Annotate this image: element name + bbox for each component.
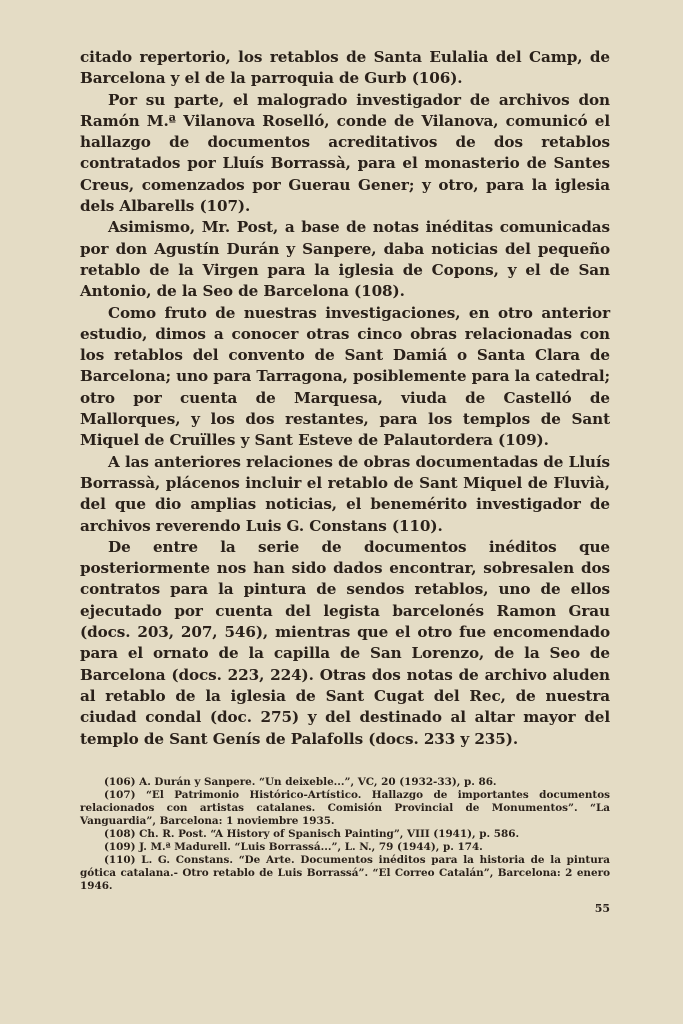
- paragraph-documentos: De entre la serie de documentos inéditos que posteriormente nos han sido dados encontrar, sobresalen dos contratos para la pintura de sendos retablos, uno de ellos ejecutado por cuenta del legista barcelonés Ramon Grau (docs. 203, 207, 546), mientras que el otro fue encomendado para el ornato de la capilla de San Lorenzo, de la Seo de Barcelona (docs. 223, 224). Otras dos notas de archivo aluden al retablo de la iglesia de Sant Cugat del Rec, de nuestra ciudad condal (doc. 275) y del destinado al altar mayor del templo de Sant Genís de Palafolls (docs. 233 y 235).: [80, 537, 610, 748]
- footnote-107: (107) “El Patrimonio Histórico-Artístico. Hallazgo de importantes documentos relacionados con artistas catalanes. Comisión Provincial de Monumentos”. “La Vanguardia”, Barcelona: 1 noviembre 1935.: [80, 788, 610, 827]
- paragraph-investigaciones: Como fruto de nuestras investigaciones, en otro anterior estudio, dimos a conocer otras cinco obras relacionadas con los retablos del convento de Sant Damiá o Santa Clara de Barcelona; uno para Tarragona, posiblemente para la catedral; otro por cuenta de Marquesa, viuda de Castelló de Mallorques, y los dos restantes, para los templos de Sant Miquel de Cruïlles y Sant Esteve de Palautordera (109).: [80, 303, 610, 450]
- footnote-110: (110) L. G. Constans. “De Arte. Documentos inéditos para la historia de la pintura gótica catalana.- Otro retablo de Luis Borrassá”. “El Correo Catalán”, Barcelona: 2 enero 1946.: [80, 853, 610, 892]
- footnote-108: (108) Ch. R. Post. “A History of Spanisch Painting”, VIII (1941), p. 586.: [104, 827, 520, 840]
- paragraph-fluvia: A las anteriores relaciones de obras documentadas de Lluís Borrassà, plácenos incluir el retablo de Sant Miquel de Fluvià, del que dio amplias noticias, el benemérito investigador de archivos reverendo Luis G. Constans (110).: [80, 452, 610, 535]
- page-number: 55: [594, 902, 610, 915]
- paragraph-post: Asimismo, Mr. Post, a base de notas inéditas comunicadas por don Agustín Durán y Sanpere, daba noticias del pequeño retablo de la Virgen para la iglesia de Copons, y el de San Antonio, de la Seo de Barcelona (108).: [80, 218, 610, 301]
- paragraph-continuation: citado repertorio, los retablos de Santa Eulalia del Camp, de Barcelona y el de la parroquia de Gurb (106).: [80, 48, 610, 88]
- body-text: [80, 47, 610, 750]
- footnote-106: (106) A. Durán y Sanpere. “Un deixeble...”, VC, 20 (1932-33), p. 86.: [104, 775, 497, 788]
- paragraph-vilanova: Por su parte, el malogrado investigador de archivos don Ramón M.ª Vilanova Roselló, conde de Vilanova, comunicó el hallazgo de documentos acreditativos de dos retablos contratados por Lluís Borrassà, para el monasterio de Santes Creus, comenzados por Guerau Gener; y otro, para la iglesia dels Albarells (107).: [80, 90, 610, 216]
- footnote-109: (109) J. M.ª Madurell. “Luis Borrassá...”, L. N., 79 (1944), p. 174.: [104, 840, 483, 853]
- page-content: [80, 47, 610, 893]
- footnotes: [80, 776, 610, 893]
